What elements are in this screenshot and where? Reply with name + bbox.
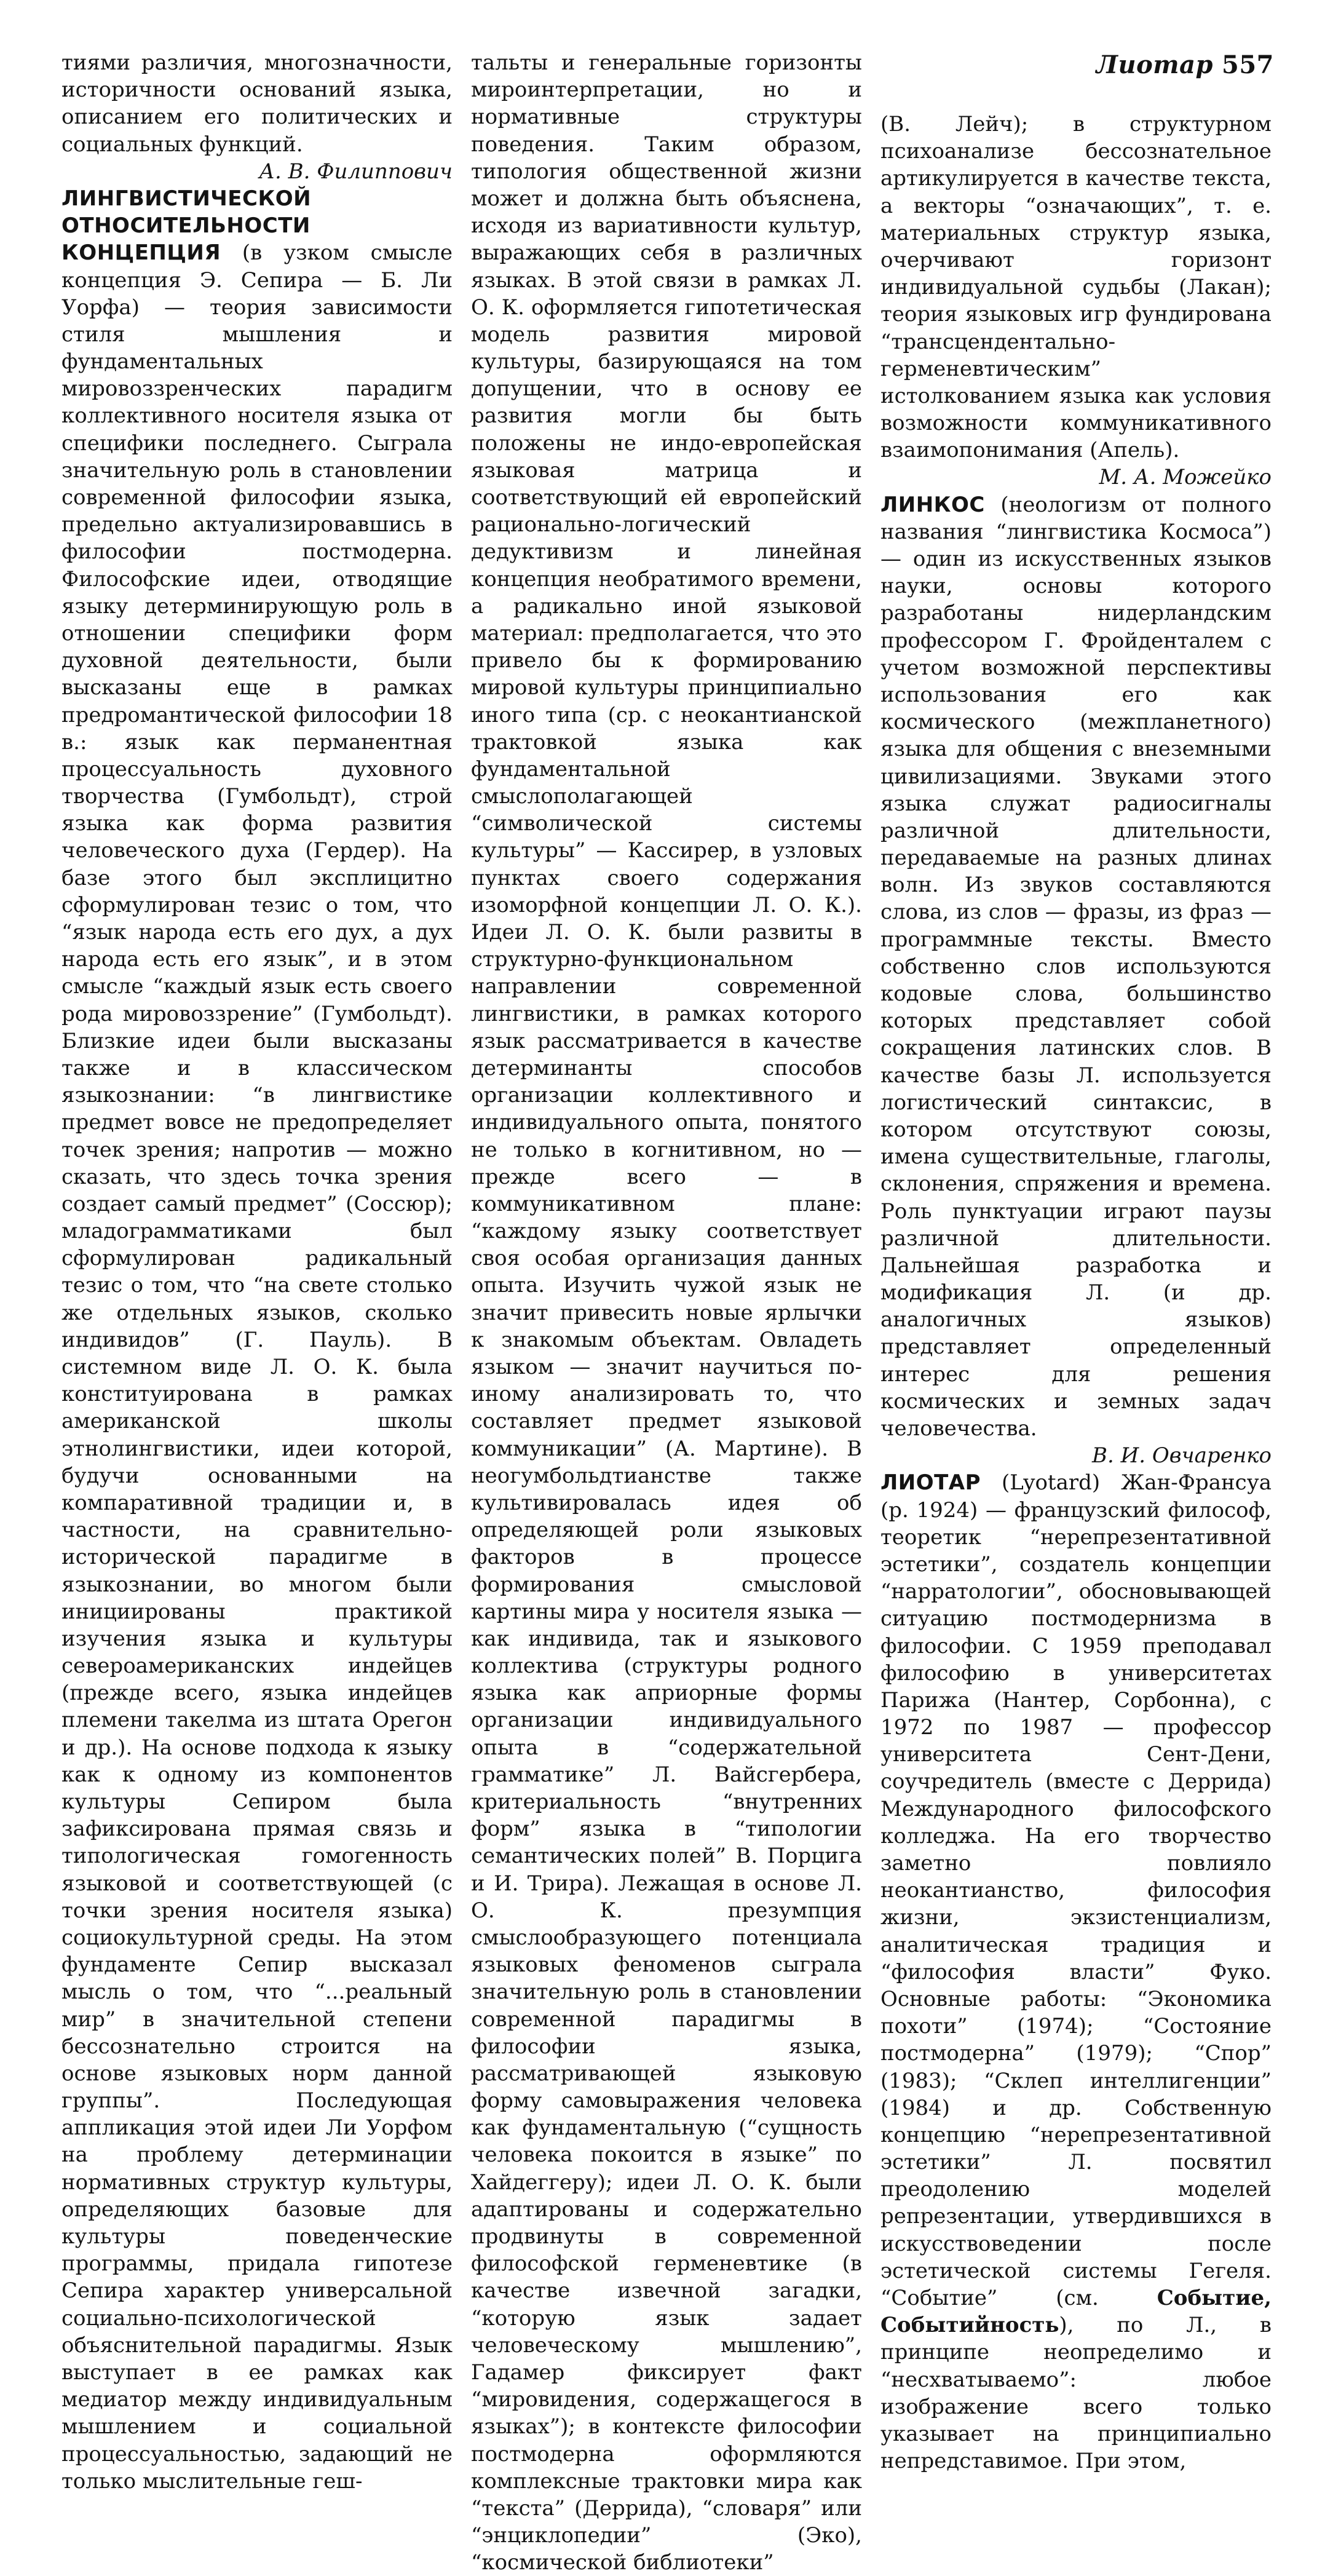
entry-body: (Lyotard) Жан-Франсуа (р. 1924) — французский философ, теоретик “нерепрезентативной эстетики”, создатель концепции “нарратологии”, обосновывающей ситуацию постмодернизма в философии. С 1959 преподавал философию в университетах Парижа (Нантер, Сорбонна), с 1972 по 1987 — профессор университета Сент-Дени, соучредитель (вместе с Деррида) Международного философского колледжа. На его творчество заметно повлияло неокантианство, философия жизни, экзистенциализм, аналитическая традиция и “философия власти” Фуко. Основные работы: “Экономика похоти” (1974); “Состояние постмодерна” (1979); “Спор” (1983); “Склеп интеллигенции” (1984) и др. Собственную концепцию “нерепрезентативной эстетики” Л. посвятил преодолению моделей репрезентации, утвердившихся в искусствоведении после эстетической системы Гегеля. “Событие” (см. <box>880 1470 1272 2310</box>
running-header <box>1096 50 1274 79</box>
entry-author: М. А. Можейко <box>1099 465 1272 490</box>
column-2 <box>471 49 862 2576</box>
cross-reference: Событие, Событийность <box>880 2286 1272 2338</box>
entry-body: (в узком смысле концепция Э. Сепира — Б. Ли Уорфа) — теория зависимости стиля мышления и фундаментальных мировоззренческих парадигм коллективного носителя языка от специфики последнего. Сыграла значительную роль в становлении современной философии языка, предельно актуализировавшись в философии постмодерна. Философские идеи, отводящие языку детерминирующую роль в отношении специфики форм духовной деятельности, были высказаны еще в рамках предромантической философии 18 в.: язык как перманентная процессуальность духовного творчества (Гумбольдт), строй языка как форма развития человеческого духа (Гердер). На базе этого был эксплицитно сформулирован тезис о том, что “язык народа есть его дух, а дух народа есть его язык”, и в этом смысле “каждый язык есть своего рода мировоззрение” (Гумбольдт). Близкие идеи были высказаны также и в классическом языкознании: “в лингвистике предмет вовсе не предопределяет точек зрения; напротив — можно сказать, что здесь точка зрения создает самый предмет” (Соссюр); младограмматиками был сформулирован радикальный тезис о том, что “на свете столько же отдельных языков, сколько индивидов” (Г. Пауль). В системном виде Л. О. К. была конституирована в рамках американской школы этнолингвистики, идеи которой, будучи основанными на компаративной традиции и, в частности, на сравнительно-исторической парадигме в языкознании, во многом были инициированы практикой изучения языка и культуры североамериканских индейцев (прежде всего, языка индейцев племени такелма из штата Орегон и др.). На основе подхода к языку как к одному из компонентов культуры Сепиром была зафиксирована прямая связь и типологическая гомогенность языковой и соответствующей (с точки зрения носителя языка) социокультурной среды. На этом фундаменте Сепир высказал мысль о том, что “...реальный мир” в значительной степени бессознательно строится на основе языковых норм данной группы”. Последующая аппликация этой идеи Ли Уорфом на проблему детерминации нормативных структур культуры, определяющих базовые для культуры поведенческие программы, придала гипотезе Сепира характер универсальной социально-психологической объяснительной парадигмы. Язык выступает в ее рамках как медиатор между индивидуальным мышлением и социальной процессуальностью, задающий не только мыслительные геш- <box>61 240 453 2494</box>
entry-linkos <box>880 491 1272 1443</box>
entry-body: (неологизм от полного названия “лингвистика Космоса”) — один из искусственных языков науки, основы которого разработаны нидерландским профессором Г. Фройденталем с учетом возможной перспективы использования его как космического (межпланетного) языка для общения с внеземными цивилизациями. Звуками этого языка служат радиосигналы различной длительности, передаваемые на разных длинах волн. Из звуков составляются слова, из слов — фразы, из фраз — программные тексты. Вместо собственно слов используются кодовые слова, большинство которых представляет собой сокращения латинских слов. В качестве базы Л. используется логистический синтаксис, в котором отсутствуют союзы, имена существительные, глаголы, склонения, спряжения и времена. Роль пунктуации играют паузы различной длительности. Дальнейшая разработка и модификация Л. (и др. аналогичных языков) представляет определенный интерес для решения космических и земных задач человечества. <box>880 492 1272 1441</box>
column-3 <box>880 111 1272 2475</box>
entry-body-end: ), по Л., в принципе неопределимо и “несхватываемо”: любое изображение всего только указывает на принципиально непредставимое. При этом, <box>880 2313 1272 2474</box>
entry-continuation: (В. Лейч); в структурном психоанализе бессознательное артикулируется в качестве текста, а векторы “означающих”, т. е. материальных структур языка, очерчивают горизонт индивидуальной судьбы (Лакан); теория языковых игр фундирована “трансцендентально-герменевтическим” истолкованием языка как условия возможности коммуникативного взаимопонимания (Апель). <box>880 112 1272 463</box>
entry-headword: ЛИНКОС <box>880 492 985 517</box>
entry-author: В. И. Овчаренко <box>1091 1443 1272 1468</box>
entry-headword: ЛИОТАР <box>880 1470 981 1496</box>
entry-author: А. В. Филиппович <box>259 159 453 184</box>
page-number: 557 <box>1222 50 1274 79</box>
entry-headword: ЛИНГВИСТИЧЕСКОЙ ОТНОСИТЕЛЬНОСТИ КОНЦЕПЦИЯ <box>61 186 312 266</box>
entry-lingvisticheskoy-otnositelnosti <box>61 185 453 2495</box>
running-title: Лиотар <box>1096 50 1213 79</box>
column-1 <box>61 49 453 2495</box>
entry-body-continued: тальты и генеральные горизонты мироинтерпретации, но и нормативные структуры поведения. Таким образом, типология общественной жизни может и должна быть объяснена, исходя из вариативности культур, выражающих себя в различных языках. В этой связи в рамках Л. О. К. оформляется гипотетическая модель развития мировой культуры, базирующаяся на том допущении, что в основу ее развития могли бы быть положены не индо-европейская языковая матрица и соответствующий ей европейский рационально-логический дедуктивизм и линейная концепция необратимого времени, а радикально иной языковой материал: предполагается, что это привело бы к формированию мировой культуры принципиально иного типа (ср. с неокантианской трактовкой языка как фундаментальной смыслополагающей “символической системы культуры” — Кассирер, в узловых пунктах своего содержания изоморфной концепции Л. О. К.). Идеи Л. О. К. были развиты в структурно-функциональном направлении современной лингвистики, в рамках которого язык рассматривается в качестве детерминанты способов организации коллективного и индивидуального опыта, понятого не только в когнитивном, но — прежде всего — в коммуникативном плане: “каждому языку соответствует своя особая организация данных опыта. Изучить чужой язык не значит привесить новые ярлычки к знакомым объектам. Овладеть языком — значит научиться по-иному анализировать то, что составляет предмет языковой коммуникации” (А. Мартине). В неогумбольдтианстве также культивировалась идея об определяющей роли языковых факторов в процессе формирования смысловой картины мира у носителя языка — как индивида, так и языкового коллектива (структуры родного языка как априорные формы организации индивидуального опыта в “содержательной грамматике” Л. Вайсгербера, критериальность “внутренних форм” языка в “типологии семантических полей” В. Порцига и И. Трира). Лежащая в основе Л. О. К. презумпция смыслообразующего потенциала языковых феноменов сыграла значительную роль в становлении современной парадигмы в философии языка, рассматривающей языковую форму самовыражения человека как фундаментальную (“сущность человека покоится в языке” по Хайдеггеру); идеи Л. О. К. были адаптированы и содержательно продвинуты в современной философской герменевтике (в качестве извечной загадки, “которую язык задает человеческому мышлению”, Гадамер фиксирует факт “мировидения, содержащегося в языках”); в контексте философии постмодерна оформляются комплексные трактовки мира как “текста” (Деррида), “словаря” или “энциклопедии” (Эко), “космической библиотеки” <box>471 50 862 2575</box>
entry-liotar <box>880 1469 1272 2475</box>
entry-continuation: тиями различия, многозначности, историчности оснований языка, описанием его политических и социальных функций. <box>61 50 453 157</box>
